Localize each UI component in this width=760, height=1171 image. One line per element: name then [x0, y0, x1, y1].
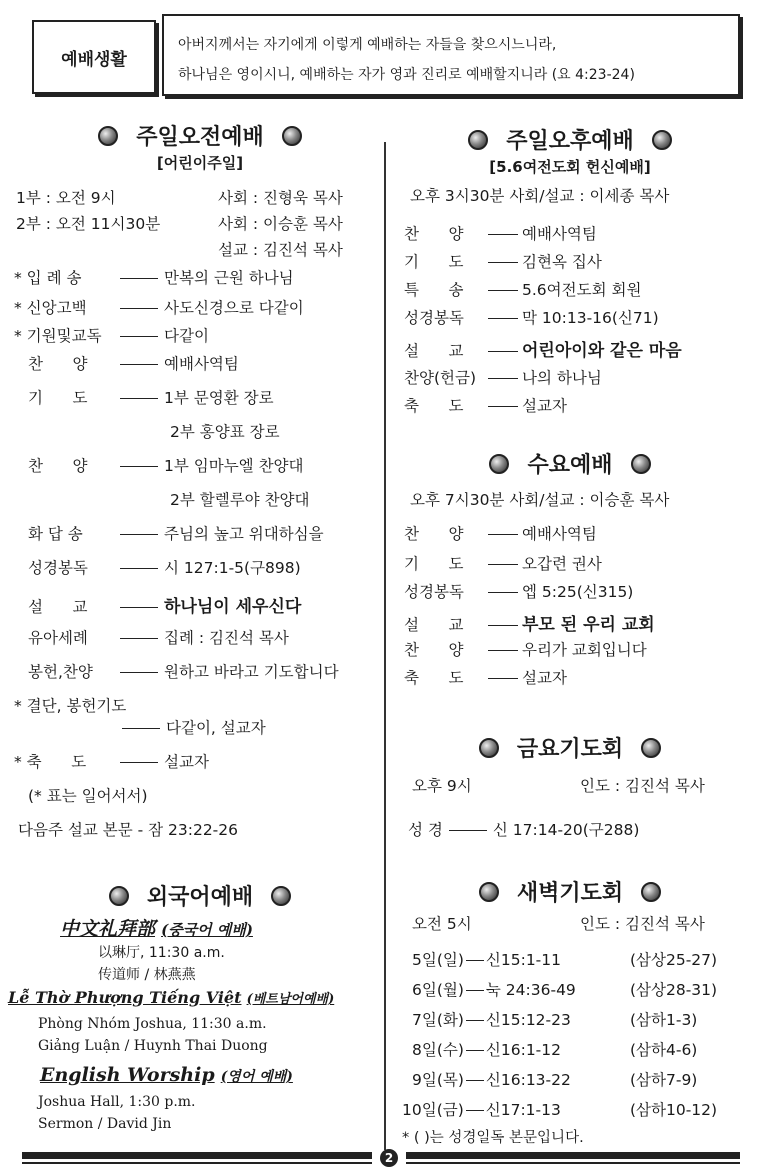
- leader-line: [120, 568, 158, 569]
- order-item-value: 엡 5:25(신315): [522, 583, 634, 601]
- order-item-label: 찬 양: [404, 641, 464, 659]
- order-item-label: 설 교: [28, 598, 88, 616]
- order-item-value: 1부 임마누엘 찬양대: [164, 457, 304, 475]
- order-item: [28, 592, 301, 617]
- order-item: [14, 324, 209, 346]
- schedule-first: 1부 : 오전 9시: [16, 189, 116, 207]
- bullet-circle-icon: [271, 886, 291, 906]
- order-item: [404, 336, 682, 361]
- bullet-circle-icon: [109, 886, 129, 906]
- leader-line: [488, 378, 518, 379]
- dawn-day: 8일(수): [412, 1041, 464, 1059]
- bullet-circle-icon: [479, 738, 499, 758]
- bullet-circle-icon: [652, 130, 672, 150]
- dawn-text: 신15:1-11: [485, 951, 562, 969]
- order-item-label: 축 도: [404, 669, 464, 687]
- morning-service-title: 주일오전예배: [40, 120, 360, 151]
- order-item-value: 1부 문영환 장로: [164, 389, 274, 407]
- scripture-verse-box: [162, 14, 740, 96]
- dawn-reading: (삼상25-27): [630, 951, 718, 969]
- order-item-value: 2부 홍양표 장로: [170, 423, 280, 441]
- order-item-label: * 축 도: [14, 753, 87, 771]
- footer-rule: [22, 1152, 372, 1159]
- order-item: [404, 580, 633, 602]
- bullet-circle-icon: [631, 454, 651, 474]
- order-item: [28, 660, 339, 682]
- leader-line: [488, 534, 518, 535]
- english-service-heading: English Worship (영어 예배): [40, 1064, 293, 1086]
- order-item-value: 집례 : 김진석 목사: [164, 629, 289, 647]
- bullet-circle-icon: [641, 738, 661, 758]
- order-item: [404, 222, 597, 244]
- english-service-info: Joshua Hall, 1:30 p.m.: [38, 1094, 196, 1110]
- order-item: [170, 420, 280, 442]
- leader-line: [120, 607, 158, 608]
- order-item-label: 축 도: [404, 397, 464, 415]
- order-item: [28, 386, 274, 408]
- order-item-label: 찬양(헌금): [404, 369, 476, 387]
- dawn-reading: (삼상28-31): [630, 981, 718, 999]
- order-item-label: 성경봉독: [28, 559, 88, 577]
- bullet-circle-icon: [479, 882, 499, 902]
- friday-leader: 인도 : 김진석 목사: [580, 777, 705, 795]
- leader-line: [488, 406, 518, 407]
- order-item-value: 주님의 높고 위대하심을: [164, 525, 324, 543]
- leader-line: [488, 234, 518, 235]
- order-item-value: 원하고 바라고 기도합니다: [164, 663, 339, 681]
- order-item: [14, 266, 294, 288]
- leader-line: [488, 351, 518, 352]
- bullet-circle-icon: [282, 126, 302, 146]
- order-item: [28, 556, 301, 578]
- friday-time: 오후 9시: [412, 777, 472, 795]
- order-item-value: 5.6여전도회 회원: [522, 281, 642, 299]
- vietnamese-service-preacher: Giảng Luận / Huynh Thai Duong: [38, 1038, 268, 1054]
- leader-line: [120, 534, 158, 535]
- order-item-label: 유아세례: [28, 629, 88, 647]
- verse-line: 하나님은 영이시니, 예배하는 자가 영과 진리로 예배할지니라 (요 4:23-24): [178, 67, 635, 83]
- order-item-label: 기 도: [404, 253, 464, 271]
- presider-first: 사회 : 진형욱 목사: [218, 189, 343, 207]
- leader-line: [466, 1110, 484, 1111]
- leader-line: [488, 290, 518, 291]
- reading-note: * ( )는 성경일독 본문입니다.: [402, 1130, 584, 1146]
- dawn-reading: (삼하7-9): [630, 1071, 698, 1089]
- order-item: [170, 488, 310, 510]
- leader-line: [120, 308, 158, 309]
- order-item-label: * 기원및교독: [14, 327, 102, 345]
- order-item-value: 예배사역팀: [522, 225, 597, 243]
- order-item-value: 다같이: [164, 327, 209, 345]
- order-item: [14, 694, 127, 716]
- order-item-label: * 결단, 봉헌기도: [14, 697, 127, 715]
- dawn-day: 5일(일): [412, 951, 464, 969]
- footer-rule: [22, 1162, 372, 1164]
- leader-line: [120, 364, 158, 365]
- order-item-value: 만복의 근원 하나님: [164, 269, 294, 287]
- leader-line: [466, 1020, 484, 1021]
- standing-note: (* 표는 일어서서): [28, 787, 148, 805]
- leader-line: [488, 625, 518, 626]
- order-item-value: 설교자: [522, 397, 567, 415]
- order-item-value: 우리가 교회입니다: [522, 641, 647, 659]
- order-item-label: * 신앙고백: [14, 299, 87, 317]
- order-item-label: 화 답 송: [28, 525, 83, 543]
- verse-line: 아버지께서는 자기에게 이렇게 예배하는 자들을 찾으시느니라,: [178, 37, 557, 53]
- dawn-day-row: [412, 1008, 571, 1030]
- friday-scripture: 성 경 신 17:14-20(구288): [408, 821, 640, 839]
- dawn-day: 10일(금): [402, 1101, 464, 1119]
- order-item-label: 찬 양: [404, 525, 464, 543]
- schedule-second: 2부 : 오전 11시30분: [16, 215, 161, 233]
- dawn-reading: (삼하4-6): [630, 1041, 698, 1059]
- leader-line: [466, 960, 484, 961]
- chinese-service-info: 以琳厅, 11:30 a.m.: [98, 945, 225, 961]
- leader-line: [488, 678, 518, 679]
- order-item-value: 막 10:13-16(신71): [522, 309, 659, 327]
- vietnamese-service-info: Phòng Nhóm Joshua, 11:30 a.m.: [38, 1016, 267, 1032]
- morning-subtitle: [어린이주일]: [156, 154, 244, 172]
- order-item-label: 찬 양: [28, 457, 88, 475]
- dawn-text: 신15:12-23: [485, 1011, 571, 1029]
- afternoon-service-title: 주일오후예배: [400, 124, 740, 155]
- dawn-text: 신17:1-13: [485, 1101, 561, 1119]
- order-item: [404, 250, 602, 272]
- order-item-label: 성경봉독: [404, 309, 464, 327]
- dawn-text: 신16:13-22: [485, 1071, 571, 1089]
- dawn-text: 신16:1-12: [485, 1041, 562, 1059]
- bullet-circle-icon: [468, 130, 488, 150]
- order-item-label: 기 도: [404, 555, 464, 573]
- order-item-label: * 입 례 송: [14, 269, 82, 287]
- section-label: 예배생활: [32, 20, 156, 94]
- leader-line: [120, 278, 158, 279]
- leader-line: [466, 1050, 484, 1051]
- footer-rule: [406, 1152, 740, 1159]
- next-sermon: 다음주 설교 본문 - 잠 23:22-26: [18, 821, 238, 839]
- leader-line: [488, 592, 518, 593]
- page-number: 2: [380, 1149, 398, 1167]
- order-item: [28, 454, 304, 476]
- afternoon-info: 오후 3시30분 사회/설교 : 이세종 목사: [410, 187, 670, 205]
- bullet-circle-icon: [641, 882, 661, 902]
- order-item: [404, 666, 567, 688]
- order-item-value: 예배사역팀: [522, 525, 597, 543]
- order-item-label: 특 송: [404, 281, 464, 299]
- dawn-reading: (삼하10-12): [630, 1101, 718, 1119]
- order-item-value: 어린아이와 같은 마음: [522, 341, 682, 361]
- order-item: [28, 352, 239, 374]
- chinese-service-preacher: 传道师 / 林燕燕: [98, 967, 196, 983]
- dawn-day-row: [412, 978, 576, 1000]
- order-item-value: 김현옥 집사: [522, 253, 602, 271]
- dawn-time: 오전 5시: [412, 915, 472, 933]
- order-item-value: 사도신경으로 다같이: [164, 299, 304, 317]
- order-item: [116, 716, 266, 738]
- order-item: [404, 522, 597, 544]
- order-item-value: 부모 된 우리 교회: [522, 615, 655, 635]
- order-item: [404, 278, 641, 300]
- wednesday-info: 오후 7시30분 사회/설교 : 이승훈 목사: [410, 491, 670, 509]
- order-item-value: 설교자: [164, 753, 209, 771]
- order-item-label: 설 교: [404, 342, 464, 360]
- column-divider: [384, 142, 386, 1150]
- order-item: [28, 626, 289, 648]
- bullet-circle-icon: [98, 126, 118, 146]
- dawn-day-row: [402, 1098, 561, 1120]
- leader-line: [120, 398, 158, 399]
- leader-line: [120, 336, 158, 337]
- order-item: [404, 394, 567, 416]
- leader-line: [466, 1080, 484, 1081]
- order-item: [14, 296, 304, 318]
- dawn-service-title: 새벽기도회: [400, 876, 740, 907]
- chinese-service-heading: 中文礼拜部 (중국어 예배): [60, 918, 253, 940]
- order-item-value: 나의 하나님: [522, 369, 602, 387]
- order-item: [404, 366, 602, 388]
- wednesday-service-title: 수요예배: [400, 448, 740, 479]
- dawn-text: 눅 24:36-49: [485, 981, 576, 999]
- order-item-value: 시 127:1-5(구898): [164, 559, 301, 577]
- foreign-service-title: 외국어예배: [40, 880, 360, 911]
- order-item-value: 오갑련 권사: [522, 555, 602, 573]
- leader-line: [120, 638, 158, 639]
- dawn-day-row: [412, 1068, 571, 1090]
- dawn-day-row: [412, 948, 561, 970]
- order-item-label: 찬 양: [28, 355, 88, 373]
- order-item-label: 기 도: [28, 389, 88, 407]
- order-item: [404, 638, 647, 660]
- dawn-day: 7일(화): [412, 1011, 464, 1029]
- order-item: [404, 610, 655, 635]
- leader-line: [488, 650, 518, 651]
- order-item-value: 하나님이 세우신다: [164, 597, 302, 617]
- order-item: [404, 552, 602, 574]
- preacher: 설교 : 김진석 목사: [218, 241, 343, 259]
- presider-second: 사회 : 이승훈 목사: [218, 215, 343, 233]
- leader-line: [120, 466, 158, 467]
- leader-line: [488, 262, 518, 263]
- dawn-day: 6일(월): [412, 981, 464, 999]
- order-item: [14, 750, 209, 772]
- leader-line: [488, 564, 518, 565]
- dawn-day-row: [412, 1038, 561, 1060]
- order-item-value: 예배사역팀: [164, 355, 239, 373]
- dawn-reading: (삼하1-3): [630, 1011, 698, 1029]
- leader-line: [488, 318, 518, 319]
- dawn-day: 9일(목): [412, 1071, 464, 1089]
- order-item-value: 설교자: [522, 669, 567, 687]
- english-service-preacher: Sermon / David Jin: [38, 1116, 172, 1132]
- leader-line: [466, 990, 484, 991]
- dawn-leader: 인도 : 김진석 목사: [580, 915, 705, 933]
- leader-line: [120, 762, 158, 763]
- leader-line: [122, 728, 160, 729]
- leader-line: [120, 672, 158, 673]
- friday-service-title: 금요기도회: [400, 732, 740, 763]
- order-item-label: 봉헌,찬양: [28, 663, 93, 681]
- order-item: [404, 306, 659, 328]
- order-item-value: 2부 할렐루야 찬양대: [170, 491, 310, 509]
- afternoon-subtitle: [5.6여전도회 헌신예배]: [489, 158, 651, 176]
- order-item: [28, 522, 324, 544]
- order-item-value: 다같이, 설교자: [166, 719, 266, 737]
- order-item-label: 설 교: [404, 616, 464, 634]
- bullet-circle-icon: [489, 454, 509, 474]
- order-item-label: 성경봉독: [404, 583, 464, 601]
- footer-rule: [406, 1162, 740, 1164]
- order-item-label: 찬 양: [404, 225, 464, 243]
- vietnamese-service-heading: Lễ Thờ Phượng Tiếng Việt (베트남어예배): [8, 988, 335, 1007]
